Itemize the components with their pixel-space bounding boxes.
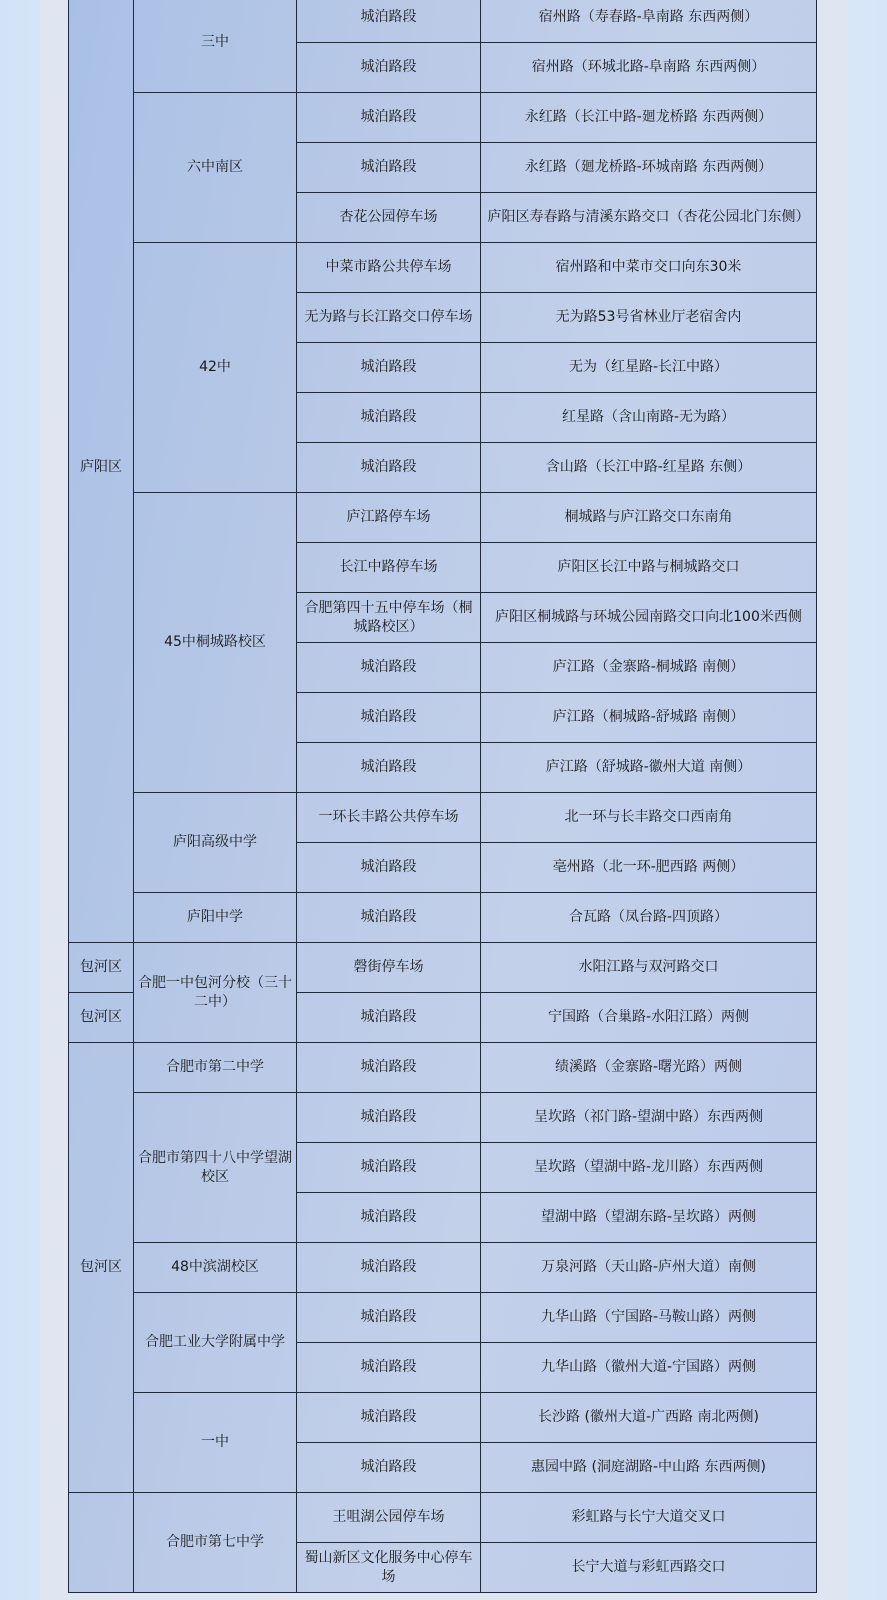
parking-type-cell: 城泊路段 [297,343,481,393]
parking-table [68,0,817,1593]
location-cell: 永红路（廻龙桥路-环城南路 东西两侧） [481,143,817,193]
location-cell: 庐江路（桐城路-舒城路 南侧） [481,693,817,743]
location-cell: 庐阳区寿春路与清溪东路交口（杏花公园北门东侧） [481,193,817,243]
parking-type-cell: 城泊路段 [297,893,481,943]
location-cell: 庐阳区桐城路与环城公园南路交口向北100米西侧 [481,593,817,643]
parking-type-cell: 磬街停车场 [297,943,481,993]
district-cell [69,1493,134,1593]
parking-type-cell: 城泊路段 [297,43,481,93]
school-cell: 合肥市第四十八中学望湖校区 [134,1093,297,1243]
location-cell: 合瓦路（凤台路-四顶路） [481,893,817,943]
location-cell: 庐江路（金寨路-桐城路 南侧） [481,643,817,693]
school-cell: 合肥工业大学附属中学 [134,1293,297,1393]
location-cell: 含山路（长江中路-红星路 东侧） [481,443,817,493]
district-cell: 包河区 [69,993,134,1043]
location-cell: 九华山路（宁国路-马鞍山路）两侧 [481,1293,817,1343]
location-cell: 红星路（含山南路-无为路） [481,393,817,443]
location-cell: 无为（红星路-长江中路） [481,343,817,393]
parking-type-cell: 城泊路段 [297,0,481,43]
school-cell: 42中 [134,243,297,493]
parking-type-cell: 城泊路段 [297,993,481,1043]
table-row [69,243,817,293]
parking-type-cell: 城泊路段 [297,1093,481,1143]
table-row [69,93,817,143]
location-cell: 北一环与长丰路交口西南角 [481,793,817,843]
location-cell: 望湖中路（望湖东路-呈坎路）两侧 [481,1193,817,1243]
table-row [69,1093,817,1143]
location-cell: 长宁大道与彩虹西路交口 [481,1543,817,1593]
parking-type-cell: 城泊路段 [297,1443,481,1493]
district-cell: 包河区 [69,943,134,993]
parking-type-cell: 城泊路段 [297,843,481,893]
table-row [69,1493,817,1543]
school-cell: 庐阳高级中学 [134,793,297,893]
parking-type-cell: 城泊路段 [297,143,481,193]
parking-type-cell: 城泊路段 [297,1243,481,1293]
table-row [69,493,817,543]
table-row [69,1293,817,1343]
school-cell: 48中滨湖校区 [134,1243,297,1293]
location-cell: 庐江路（舒城路-徽州大道 南侧） [481,743,817,793]
school-cell: 合肥市第七中学 [134,1493,297,1593]
parking-type-cell: 庐江路停车场 [297,493,481,543]
parking-type-cell: 城泊路段 [297,643,481,693]
district-cell: 庐阳区 [69,0,134,943]
table-row [69,793,817,843]
parking-type-cell: 中菜市路公共停车场 [297,243,481,293]
location-cell: 永红路（长江中路-廻龙桥路 东西两侧） [481,93,817,143]
parking-type-cell: 王咀湖公园停车场 [297,1493,481,1543]
parking-type-cell: 城泊路段 [297,743,481,793]
table-row [69,893,817,943]
location-cell: 桐城路与庐江路交口东南角 [481,493,817,543]
location-cell: 宿州路和中菜市交口向东30米 [481,243,817,293]
location-cell: 无为路53号省林业厅老宿舍内 [481,293,817,343]
location-cell: 九华山路（徽州大道-宁国路）两侧 [481,1343,817,1393]
parking-type-cell: 杏花公园停车场 [297,193,481,243]
district-cell: 包河区 [69,1043,134,1493]
parking-type-cell: 城泊路段 [297,393,481,443]
table-row [69,0,817,43]
parking-type-cell: 城泊路段 [297,443,481,493]
table-row [69,1393,817,1443]
school-cell: 庐阳中学 [134,893,297,943]
parking-type-cell: 城泊路段 [297,1393,481,1443]
table-row [69,943,817,993]
location-cell: 万泉河路（天山路-庐州大道）南侧 [481,1243,817,1293]
table-row [69,1043,817,1093]
table-row [69,1243,817,1293]
location-cell: 亳州路（北一环-肥西路 两侧） [481,843,817,893]
location-cell: 绩溪路（金寨路-曙光路）两侧 [481,1043,817,1093]
location-cell: 庐阳区长江中路与桐城路交口 [481,543,817,593]
school-cell: 六中南区 [134,93,297,243]
location-cell: 宿州路（环城北路-阜南路 东西两侧） [481,43,817,93]
parking-type-cell: 无为路与长江路交口停车场 [297,293,481,343]
parking-type-cell: 城泊路段 [297,1293,481,1343]
parking-type-cell: 城泊路段 [297,93,481,143]
school-cell: 三中 [134,0,297,93]
location-cell: 宁国路（合巢路-水阳江路）两侧 [481,993,817,1043]
parking-type-cell: 合肥第四十五中停车场（桐城路校区） [297,593,481,643]
location-cell: 惠园中路 (洞庭湖路-中山路 东西两侧) [481,1443,817,1493]
school-cell: 一中 [134,1393,297,1493]
location-cell: 呈坎路（祁门路-望湖中路）东西两侧 [481,1093,817,1143]
school-cell: 45中桐城路校区 [134,493,297,793]
location-cell: 宿州路（寿春路-阜南路 东西两侧） [481,0,817,43]
parking-type-cell: 一环长丰路公共停车场 [297,793,481,843]
school-cell: 合肥市第二中学 [134,1043,297,1093]
school-cell: 合肥一中包河分校（三十二中） [134,943,297,1043]
parking-type-cell: 城泊路段 [297,1043,481,1093]
location-cell: 水阳江路与双河路交口 [481,943,817,993]
location-cell: 彩虹路与长宁大道交叉口 [481,1493,817,1543]
parking-type-cell: 蜀山新区文化服务中心停车场 [297,1543,481,1593]
parking-type-cell: 城泊路段 [297,1193,481,1243]
location-cell: 长沙路 (徽州大道-广西路 南北两侧) [481,1393,817,1443]
parking-type-cell: 城泊路段 [297,693,481,743]
location-cell: 呈坎路（望湖中路-龙川路）东西两侧 [481,1143,817,1193]
parking-type-cell: 长江中路停车场 [297,543,481,593]
parking-type-cell: 城泊路段 [297,1143,481,1193]
parking-type-cell: 城泊路段 [297,1343,481,1393]
